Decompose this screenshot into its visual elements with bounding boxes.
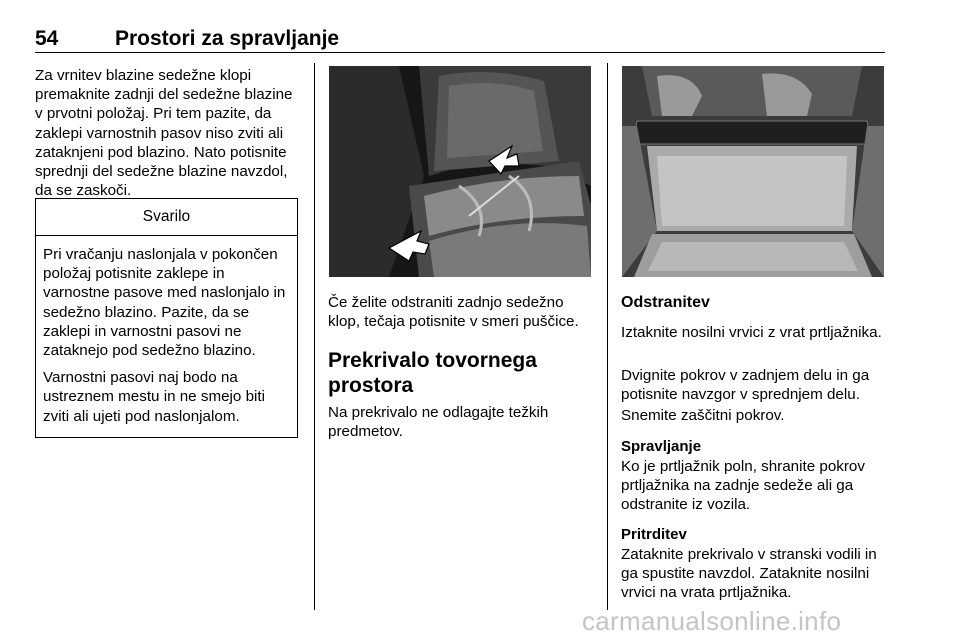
column-divider-2 [607,63,608,610]
load-cover-drawing [622,66,884,277]
warning-box [35,198,298,438]
warning-paragraph-1: Pri vračanju naslonjala v pokončen položaj potisnite zaklepe in varnostne pasove med naslonjalo in sedežno blazino. Pazite, da se zaklepi in varnostni pasovi ne zataknejo pod sedežno blazino. [43,246,286,360]
page-number: 54 [35,27,59,50]
column-divider-1 [314,63,315,610]
page-title: Prostori za spravljanje [115,27,340,50]
rear-seat-illustration [329,66,591,277]
cover-warning-paragraph: Na prekrivalo ne odlagajte težkih predmetov. [328,404,549,441]
rear-seat-drawing [329,66,591,277]
warning-paragraph-2: Varnostni pasovi naj bodo na ustreznem mestu in ne smejo biti zviti ali ujeti pod naslonjalom. [43,369,265,425]
seat-removal-caption: Če želite odstraniti zadnjo sedežno klop, tečaja potisnite v smeri puščice. [328,294,579,331]
removal-paragraph-3: Snemite zaščitni pokrov. [621,407,785,424]
attachment-paragraph: Zataknite prekrivalo v stranski vodili in ga spustite navzdol. Zataknite nosilni vrvici na vrata prtljažnika. [621,546,877,602]
section-heading: Prekrivalo tovornega prostora [328,349,537,397]
removal-heading: Odstranitev [621,294,710,311]
page-header [35,24,885,53]
intro-paragraph: Za vrnitev blazine sedežne klopi premaknite zadnji del sedežne blazine v prvotni položaj. Pri tem pazite, da zaklepi varnostnih pasov niso zviti ali zataknjeni pod blazino. Nato potisnite sprednji del sedežne blazine navzdol, da se zaskoči. [35,67,293,200]
load-cover-illustration [622,66,884,277]
attachment-subheading: Pritrditev [621,526,687,543]
storage-subheading: Spravljanje [621,438,702,455]
removal-paragraph-1: Iztaknite nosilni vrvici z vrat prtljažnika. [621,324,882,341]
storage-paragraph: Ko je prtljažnik poln, shranite pokrov prtljažnika na zadnje sedeže ali ga odstranite iz vozila. [621,458,865,514]
watermark: carmanualsonline.info [582,606,842,636]
warning-title: Svarilo [36,199,297,236]
removal-paragraph-2: Dvignite pokrov v zadnjem delu in ga potisnite navzgor v sprednjem delu. [621,367,870,404]
